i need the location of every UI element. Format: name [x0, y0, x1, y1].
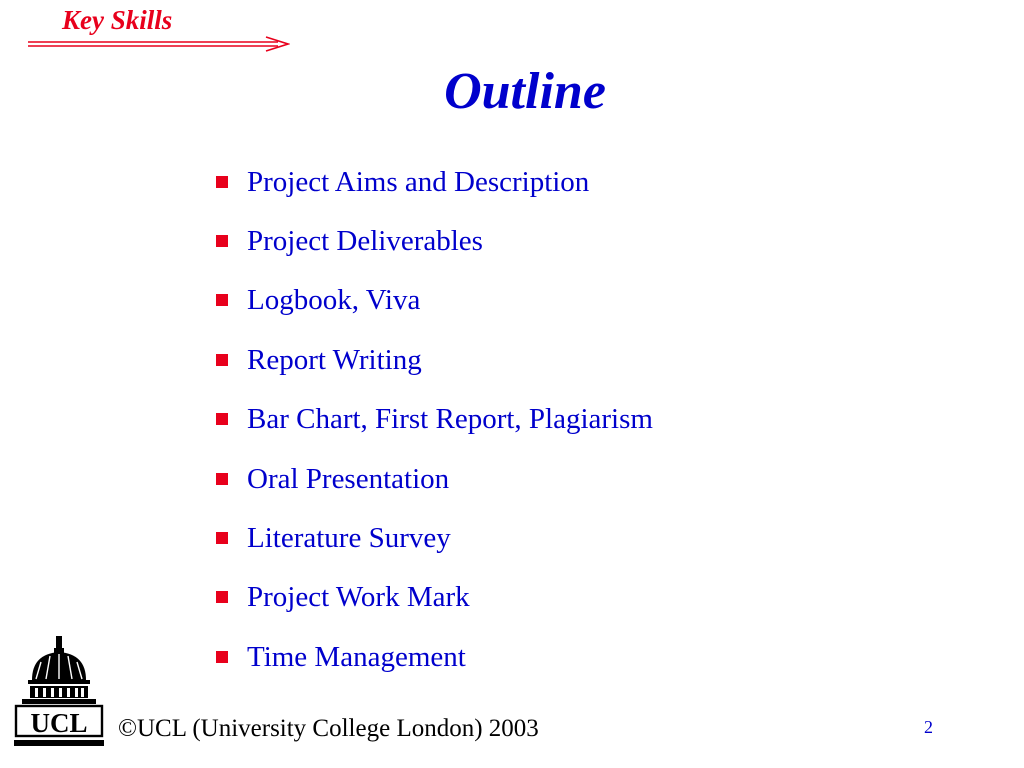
square-bullet-icon	[216, 235, 228, 247]
bullet-text: Oral Presentation	[247, 462, 450, 495]
bullet-text: Logbook, Viva	[247, 284, 421, 317]
square-bullet-icon	[216, 591, 228, 603]
page-number: 2	[924, 717, 933, 737]
header-label: Key Skills	[62, 5, 173, 35]
svg-text:UCL: UCL	[30, 708, 88, 738]
list-item	[216, 449, 653, 508]
list-item	[216, 390, 653, 449]
outline-list	[216, 152, 653, 687]
square-bullet-icon	[216, 413, 228, 425]
bullet-text: Time Management	[247, 640, 466, 673]
bullet-text: Project Deliverables	[247, 225, 483, 258]
bullet-text: Project Work Mark	[247, 581, 470, 614]
list-item	[216, 152, 653, 211]
list-item	[216, 627, 653, 686]
square-bullet-icon	[216, 294, 228, 306]
square-bullet-icon	[216, 473, 228, 485]
list-item	[216, 271, 653, 330]
double-arrow-icon	[28, 36, 290, 52]
square-bullet-icon	[216, 651, 228, 663]
square-bullet-icon	[216, 532, 228, 544]
square-bullet-icon	[216, 354, 228, 366]
list-item	[216, 568, 653, 627]
bullet-text: Literature Survey	[247, 522, 451, 555]
ucl-logo-icon	[14, 636, 104, 750]
copyright-text: ©UCL (University College London) 2003	[118, 715, 539, 742]
list-item	[216, 330, 653, 389]
bullet-text: Project Aims and Description	[247, 165, 590, 198]
list-item	[216, 508, 653, 567]
list-item	[216, 211, 653, 270]
bullet-text: Bar Chart, First Report, Plagiarism	[247, 403, 653, 436]
slide-title: Outline	[444, 63, 606, 120]
bullet-text: Report Writing	[247, 343, 422, 376]
square-bullet-icon	[216, 176, 228, 188]
